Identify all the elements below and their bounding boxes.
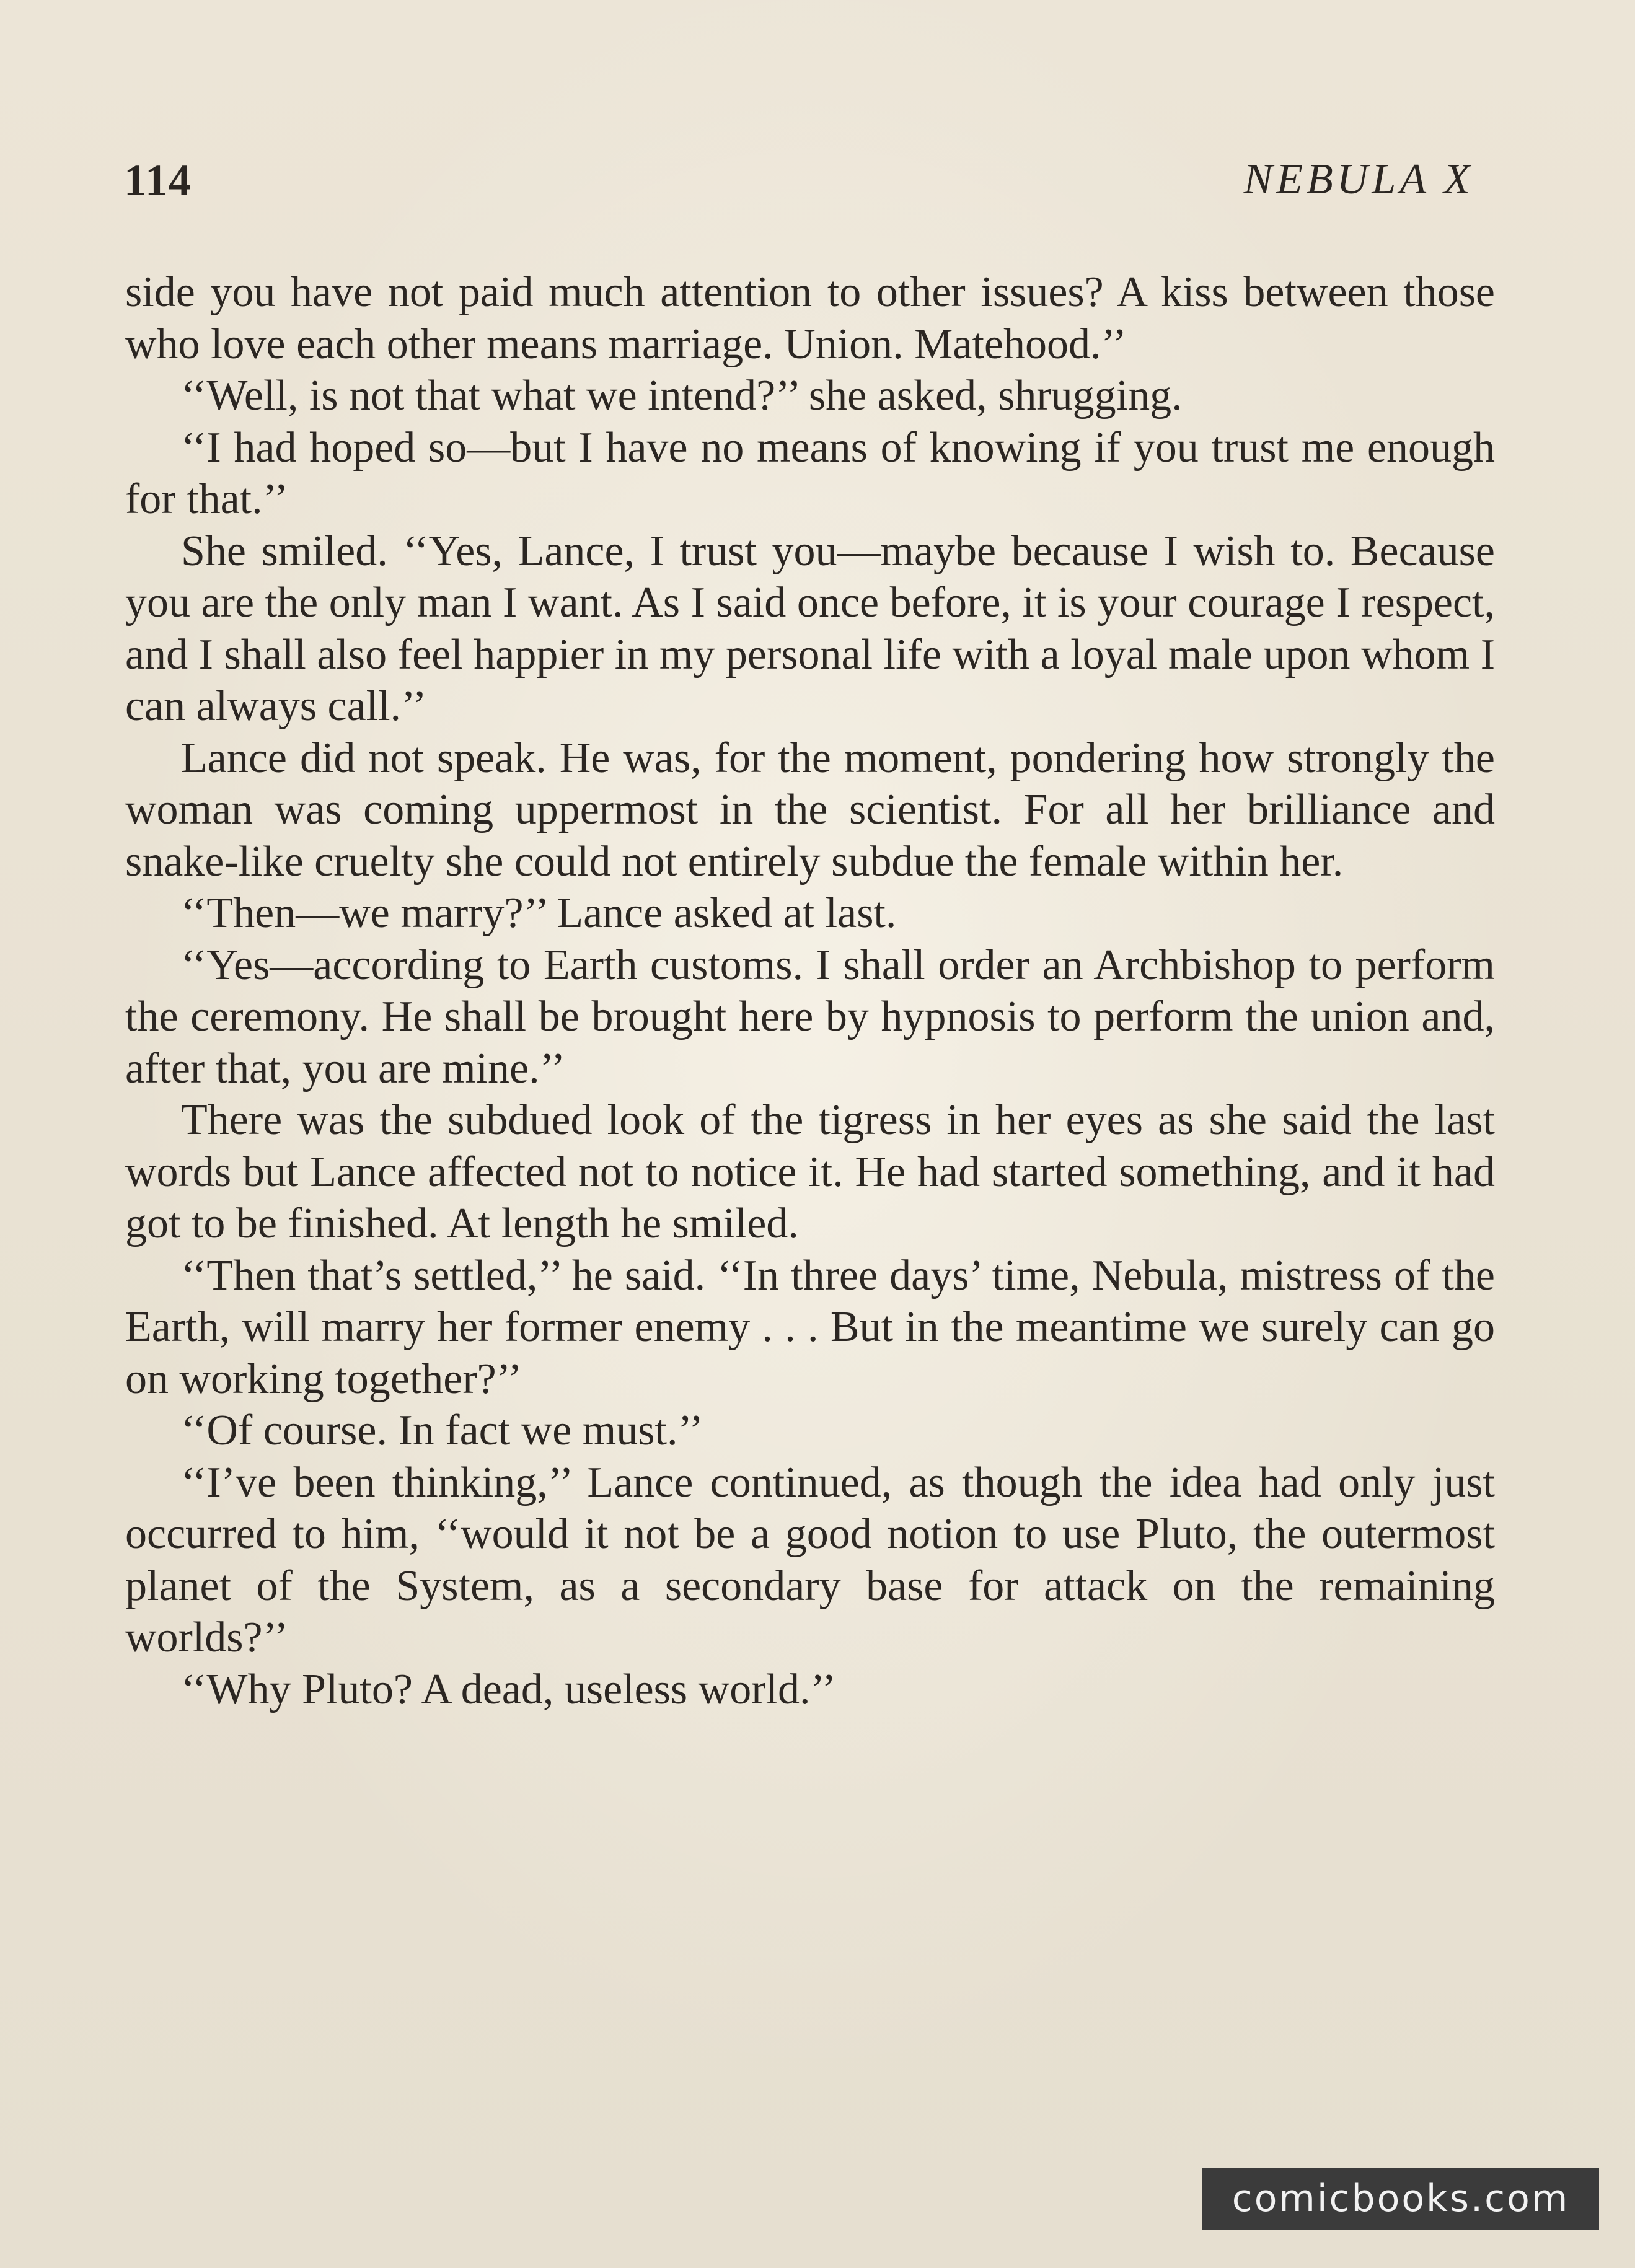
paragraph: ‘‘Well, is not that what we intend?’’ she asked, shrugging. xyxy=(181,372,1183,420)
page-header xyxy=(124,155,1474,223)
paragraph: Lance did not speak. He was, for the moment, pondering how strongly the woman was coming uppermost in the scientist. For all her brilliance and snake-like cruelty she could not entirely subdue the female within her. xyxy=(125,734,1495,886)
paragraph: There was the subdued look of the tigress in her eyes as she said the last words but Lance affected not to notice it. He had started something, and it had got to be finished. At length he smiled. xyxy=(125,1096,1495,1247)
paragraph: ‘‘Then—we marry?’’ Lance asked at last. xyxy=(181,889,897,937)
paragraph: ‘‘Then that’s settled,’’ he said. ‘‘In three days’ time, Nebula, mistress of the Earth, will marry her former enemy . . . But in the meantime we surely can go on working together?’’ xyxy=(125,1251,1495,1403)
body-text xyxy=(125,266,1495,1715)
page-number: 114 xyxy=(124,156,193,205)
paragraph: ‘‘Yes—according to Earth customs. I shall order an Archbishop to perform the ceremony. He shall be brought here by hypnosis to perform the union and, after that, you are mine.’’ xyxy=(125,941,1495,1092)
paragraph: She smiled. ‘‘Yes, Lance, I trust you—maybe because I wish to. Because you are the only man I want. As I said once before, it is your courage I respect, and I shall also feel happier in my personal life with a loyal male upon whom I can always call.’’ xyxy=(125,527,1495,730)
paragraph: ‘‘Of course. In fact we must.’’ xyxy=(181,1407,703,1454)
running-title: NEBULA X xyxy=(1243,156,1474,203)
paragraph: ‘‘Why Pluto? A dead, useless world.’’ xyxy=(181,1665,836,1713)
paragraph: ‘‘I had hoped so—but I have no means of knowing if you trust me enough for that.’’ xyxy=(125,423,1495,523)
watermark: comicbooks.com xyxy=(1202,2168,1599,2230)
paragraph: side you have not paid much attention to other issues? A kiss between those who love each other means marriage. Union. Matehood.’’ xyxy=(125,268,1495,368)
paragraph: ‘‘I’ve been thinking,’’ Lance continued, as though the idea had only just occurred to him, ‘‘would it not be a good notion to use Pluto, the outermost planet of the System, as a secondary base for attack on the remaining worlds?’’ xyxy=(125,1458,1495,1661)
